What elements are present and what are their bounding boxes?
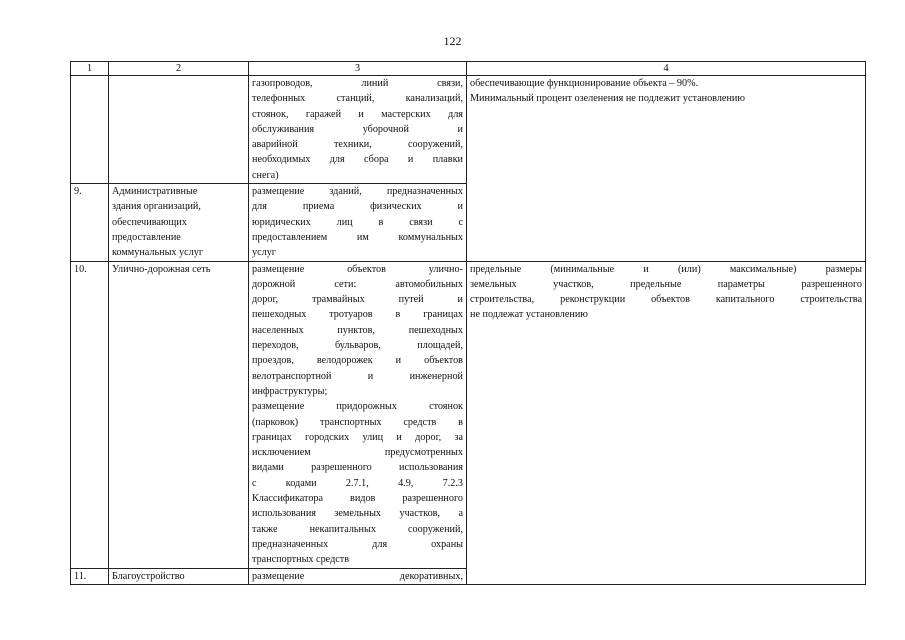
header-col-3: 3 [249, 62, 467, 76]
cell-description [249, 184, 467, 261]
description-line: переходов, бульваров, площадей, [252, 340, 463, 352]
cell-description [249, 76, 467, 184]
description-line: юридических лиц в связи с [252, 216, 463, 228]
description-line: проездов, велодорожек и объектов [252, 355, 463, 367]
name-line: Улично-дорожная сеть [112, 263, 211, 275]
table-row-10 [71, 261, 866, 568]
description-line: аварийной техники, сооружений, [252, 139, 463, 151]
name-line: обеспечивающих [112, 216, 187, 228]
description-line: видами разрешенного использования [252, 462, 463, 474]
cell-number: 11. [71, 568, 109, 584]
description-line: транспортных средств [252, 554, 350, 566]
cell-number: 9. [71, 184, 109, 261]
cell-parameters [467, 76, 866, 262]
cell-description [249, 261, 467, 568]
parameters-line: не подлежат установлению [470, 309, 588, 321]
description-line: размещение придорожных стоянок [252, 401, 463, 413]
description-line: предоставлением им коммунальных [252, 231, 463, 243]
cell-parameters [467, 261, 866, 584]
table-header-row [71, 62, 866, 76]
description-line: стоянок, гаражей и мастерских для [252, 108, 463, 120]
cell-number: 10. [71, 261, 109, 568]
description-line: газопроводов, линий связи, [252, 78, 463, 89]
page-number: 122 [443, 34, 462, 48]
description-line: также некапитальных сооружений, [252, 523, 463, 535]
description-line: обслуживания уборочной и [252, 123, 463, 135]
name-line: предоставление [112, 231, 181, 243]
description-line: размещение объектов улично- [252, 263, 463, 275]
cell-name [109, 261, 249, 568]
description-line: населенных пунктов, пешеходных [252, 324, 463, 336]
description-line: телефонных станций, канализаций, [252, 93, 463, 105]
description-line: использования земельных участков, а [252, 508, 463, 520]
description-line: услуг [252, 247, 276, 259]
description-line: для приема физических и [252, 201, 463, 213]
name-line: здания организаций, [112, 201, 201, 213]
cell-name [109, 76, 249, 184]
name-line: Административные [112, 186, 198, 198]
description-line: размещение зданий, предназначенных [252, 186, 463, 198]
description-line: предназначенных для охраны [252, 538, 463, 550]
description-line: исключением предусмотренных [252, 447, 463, 459]
parameters-line: предельные (минимальные и (или) максимальные) размеры [470, 263, 862, 275]
parameters-line: обеспечивающие функционирование объекта – 90%. [470, 78, 699, 89]
name-line: Благоустройство [112, 570, 185, 582]
description-line: пешеходных тротуаров в границах [252, 309, 463, 321]
parameters-line: земельных участков, предельные параметры разрешенного [470, 278, 862, 290]
description-line: необходимых для сбора и плавки [252, 154, 463, 166]
cell-number [71, 76, 109, 184]
description-line: снега) [252, 169, 279, 181]
table-row-continued [71, 76, 866, 184]
cell-name [109, 184, 249, 261]
land-use-table [70, 61, 866, 585]
description-line: дорожной сети: автомобильных [252, 278, 463, 290]
description-line: с кодами 2.7.1, 4.9, 7.2.3 [252, 477, 463, 489]
description-line: Классификатора видов разрешенного [252, 493, 463, 505]
description-line: дорог, трамвайных путей и [252, 294, 463, 306]
parameters-line: Минимальный процент озеленения не подлежит установлению [470, 93, 745, 105]
description-line: инфраструктуры; [252, 385, 328, 397]
description-line: границах городских улиц и дорог, за [252, 431, 463, 443]
cell-name [109, 568, 249, 584]
description-line: велотранспортной и инженерной [252, 370, 463, 382]
description-line: размещение декоративных, [252, 570, 463, 582]
cell-description [249, 568, 467, 584]
header-col-1: 1 [71, 62, 109, 76]
description-line: (парковок) транспортных средств в [252, 416, 463, 428]
header-col-4: 4 [467, 62, 866, 76]
header-col-2: 2 [109, 62, 249, 76]
parameters-line: строительства, реконструкции объектов капитального строительства [470, 294, 862, 306]
name-line: коммунальных услуг [112, 247, 204, 259]
